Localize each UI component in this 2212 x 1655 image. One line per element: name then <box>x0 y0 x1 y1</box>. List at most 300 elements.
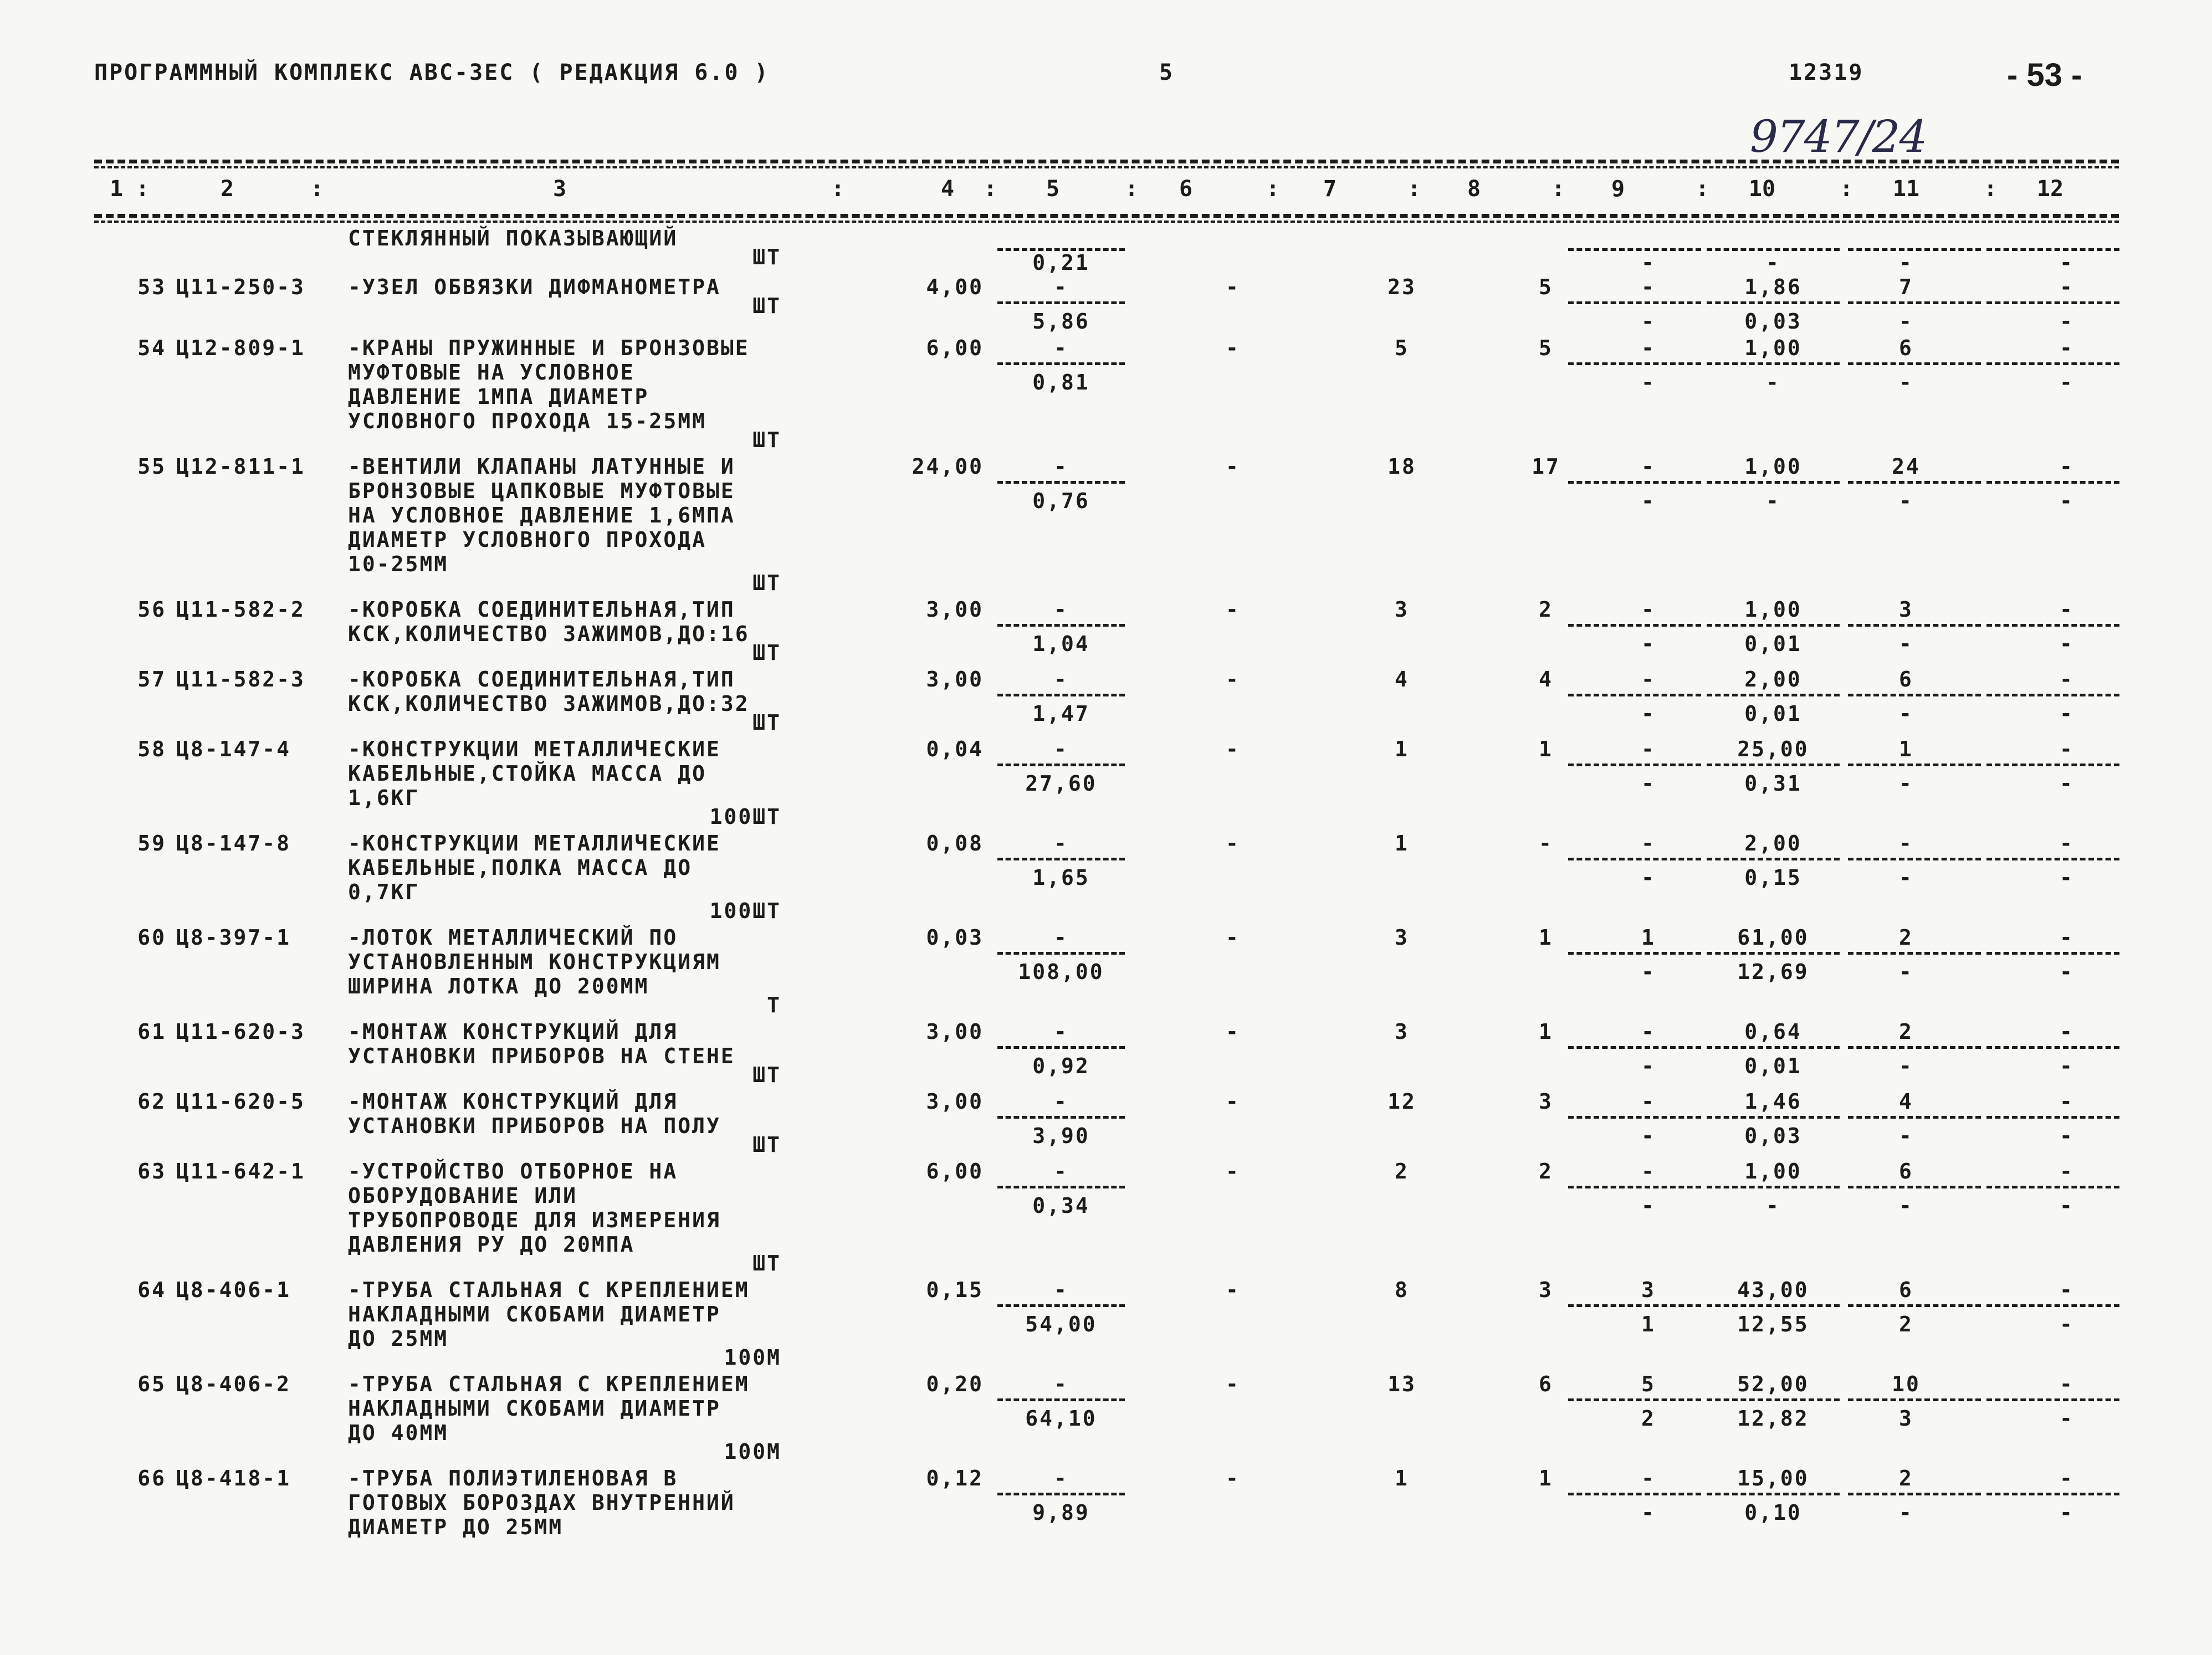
cell-c9-primary: - <box>1641 667 1656 691</box>
cell-c11-primary: 7 <box>1899 275 1913 299</box>
cell-c10-secondary: 12,69 <box>1737 960 1809 984</box>
unit-label: 100М <box>724 1345 781 1370</box>
cell-c11-secondary: - <box>1899 370 1913 394</box>
cell-c10-primary: 1,00 <box>1744 454 1802 479</box>
cell-c10-primary: 1,86 <box>1744 275 1802 299</box>
item-description: НА УСЛОВНОЕ ДАВЛЕНИЕ 1,6МПА <box>348 503 735 527</box>
cell-c5-primary: - <box>1054 1466 1068 1490</box>
cell-divider <box>1568 362 1701 365</box>
cell-c9-secondary: - <box>1641 632 1656 656</box>
cell-c9-secondary: - <box>1641 489 1656 513</box>
cell-c9-secondary: - <box>1641 771 1656 796</box>
cell-c9-secondary: 1 <box>1641 1312 1656 1336</box>
cell-c5-primary: - <box>1054 1089 1068 1114</box>
cell-divider <box>1848 1186 1981 1188</box>
price-code: Ц11-620-5 <box>176 1089 305 1114</box>
column-separator: : <box>1407 176 1421 202</box>
item-description: КСК,КОЛИЧЕСТВО ЗАЖИМОВ,ДО:32 <box>348 691 750 716</box>
unit-label: ШТ <box>752 428 781 452</box>
cell-c6: - <box>1226 1089 1240 1114</box>
cell-c12-secondary: - <box>2060 309 2074 334</box>
item-description: ТРУБОПРОВОДЕ ДЛЯ ИЗМЕРЕНИЯ <box>348 1208 721 1232</box>
cell-c10-primary: 43,00 <box>1737 1278 1809 1302</box>
cell-c11-secondary: - <box>1899 865 1913 890</box>
cell-divider <box>1707 301 1840 304</box>
column-separator: : <box>1696 176 1709 202</box>
item-description: БРОНЗОВЫЕ ЦАПКОВЫЕ МУФТОВЫЕ <box>348 479 735 503</box>
cell-c12-secondary: - <box>2060 701 2074 726</box>
cell-divider <box>997 1398 1125 1401</box>
row-number: 57 <box>137 667 166 691</box>
cell-divider <box>1568 764 1701 766</box>
cell-c9-primary: 3 <box>1641 1278 1656 1302</box>
item-description: ДАВЛЕНИЕ 1МПА ДИАМЕТР <box>348 385 649 409</box>
cell-c12-primary: - <box>2060 454 2074 479</box>
item-description: ДО 25ММ <box>348 1326 449 1351</box>
cell-divider <box>1986 362 2119 365</box>
column-separator: : <box>1552 176 1565 202</box>
cell-divider <box>1568 1046 1701 1049</box>
item-description: -ТРУБА ПОЛИЭТИЛЕНОВАЯ В <box>348 1466 678 1490</box>
unit-label: ШТ <box>752 1063 781 1087</box>
cell-c11-primary: 1 <box>1899 737 1913 761</box>
item-description: -МОНТАЖ КОНСТРУКЦИЙ ДЛЯ <box>348 1019 678 1044</box>
cell-c11-primary: 3 <box>1899 597 1913 622</box>
cell-c5-primary: - <box>1054 925 1068 950</box>
cell-divider <box>1568 1304 1701 1307</box>
cell-c5-secondary: 0,92 <box>1032 1054 1090 1078</box>
cell-c7: 23 <box>1387 275 1416 299</box>
cell-c9-primary: - <box>1641 1089 1656 1114</box>
cell-c7: 3 <box>1395 925 1409 950</box>
cell-c12-primary: - <box>2060 667 2074 691</box>
cell-c11-primary: 6 <box>1899 1278 1913 1302</box>
cell-c10-secondary: 0,15 <box>1744 865 1802 890</box>
price-code: Ц11-582-2 <box>176 597 305 622</box>
row-number: 64 <box>137 1278 166 1302</box>
cell-c9-secondary: - <box>1641 1193 1656 1218</box>
cell-quantity: 6,00 <box>926 336 984 360</box>
item-description: УСТАНОВКИ ПРИБОРОВ НА СТЕНЕ <box>348 1044 735 1068</box>
cell-c6: - <box>1226 336 1240 360</box>
cell-c7: 8 <box>1395 1278 1409 1302</box>
item-description: ШИРИНА ЛОТКА ДО 200ММ <box>348 974 649 998</box>
cell-quantity: 0,20 <box>926 1372 984 1396</box>
price-code: Ц11-250-3 <box>176 275 305 299</box>
column-number: 12 <box>2036 176 2064 202</box>
item-description: ДИАМЕТР ДО 25ММ <box>348 1515 564 1539</box>
document-code: 12319 <box>1789 60 1864 85</box>
cell-c11-secondary: 2 <box>1899 1312 1913 1336</box>
cell-divider <box>1986 858 2119 860</box>
cell-divider <box>1986 1116 2119 1119</box>
item-description: -ТРУБА СТАЛЬНАЯ С КРЕПЛЕНИЕМ <box>348 1278 750 1302</box>
item-description: СТЕКЛЯННЫЙ ПОКАЗЫВАЮЩИЙ <box>348 226 678 250</box>
unit-label: ШТ <box>752 245 781 269</box>
cell-c11-primary: 6 <box>1899 667 1913 691</box>
item-description: 0,7КГ <box>348 880 420 904</box>
cell-c10-primary: 25,00 <box>1737 737 1809 761</box>
item-description: -ЛОТОК МЕТАЛЛИЧЕСКИЙ ПО <box>348 925 678 950</box>
cell-c6: - <box>1226 1278 1240 1302</box>
cell-c9-primary: - <box>1641 336 1656 360</box>
column-number: 4 <box>940 176 955 202</box>
cell-c5-secondary: 0,34 <box>1032 1193 1090 1218</box>
cell-c10-secondary: - <box>1766 489 1780 513</box>
cell-c8: 1 <box>1539 1466 1553 1490</box>
cell-c12-primary: - <box>2060 1089 2074 1114</box>
cell-c12-secondary: - <box>2060 632 2074 656</box>
unit-label: Т <box>767 993 781 1017</box>
unit-label: ШТ <box>752 710 781 735</box>
price-code: Ц12-811-1 <box>176 454 305 479</box>
cell-c6: - <box>1226 275 1240 299</box>
cell-c9-secondary: 2 <box>1641 1406 1656 1431</box>
cell-c5-secondary: 27,60 <box>1025 771 1097 796</box>
cell-c10-primary: 1,46 <box>1744 1089 1802 1114</box>
cell-c10-secondary: 12,55 <box>1737 1312 1809 1336</box>
cell-c12-secondary: - <box>2060 370 2074 394</box>
cell-c7: 12 <box>1387 1089 1416 1114</box>
column-separator: : <box>310 176 324 202</box>
cell-c5-secondary: 5,86 <box>1032 309 1090 334</box>
cell-c10-secondary: 0,01 <box>1744 1054 1802 1078</box>
cell-quantity: 0,03 <box>926 925 984 950</box>
cell-c11-secondary: - <box>1899 1500 1913 1525</box>
cell-c5-secondary: 3,90 <box>1032 1124 1090 1148</box>
cell-divider <box>1848 301 1981 304</box>
cell-divider <box>997 1186 1125 1188</box>
price-code: Ц12-809-1 <box>176 336 305 360</box>
cell-quantity: 24,00 <box>912 454 984 479</box>
cell-c5-primary: - <box>1054 1372 1068 1396</box>
cell-c11-secondary: 3 <box>1899 1406 1913 1431</box>
cell-divider <box>997 362 1125 365</box>
cell-c9-primary: - <box>1641 275 1656 299</box>
cell-c11-primary: 6 <box>1899 1159 1913 1183</box>
cell-c10-primary: 2,00 <box>1744 831 1802 855</box>
price-code: Ц11-582-3 <box>176 667 305 691</box>
cell-divider <box>1707 764 1840 766</box>
cell-c10-secondary: 0,03 <box>1744 1124 1802 1148</box>
price-code: Ц11-620-3 <box>176 1019 305 1044</box>
item-description: МУФТОВЫЕ НА УСЛОВНОЕ <box>348 360 635 385</box>
cell-c12-secondary: - <box>2060 1406 2074 1431</box>
cell-c9-secondary: - <box>1641 701 1656 726</box>
cell-divider <box>1568 624 1701 627</box>
cell-divider <box>1848 624 1981 627</box>
cell-quantity: 0,15 <box>926 1278 984 1302</box>
unit-label: 100ШТ <box>709 899 781 923</box>
cell-c6: - <box>1226 925 1240 950</box>
cell-c9-secondary: - <box>1641 1500 1656 1525</box>
cell-c11-secondary: - <box>1899 960 1913 984</box>
section-number: 5 <box>1159 60 1175 85</box>
cell-c12-primary: - <box>2060 275 2074 299</box>
cell-divider <box>997 481 1125 484</box>
item-description: -КОРОБКА СОЕДИНИТЕЛЬНАЯ,ТИП <box>348 597 735 622</box>
row-number: 63 <box>137 1159 166 1183</box>
cell-c8: 1 <box>1539 1019 1553 1044</box>
cell-c10-secondary: - <box>1766 1193 1780 1218</box>
column-separator: : <box>831 176 845 202</box>
item-description: -КОНСТРУКЦИИ МЕТАЛЛИЧЕСКИЕ <box>348 737 721 761</box>
column-number: 2 <box>220 176 234 202</box>
column-number: 1 <box>109 176 124 202</box>
cell-c12-primary: - <box>2060 737 2074 761</box>
header-bottom-rule-inner <box>94 221 2119 223</box>
item-description: НАКЛАДНЫМИ СКОБАМИ ДИАМЕТР <box>348 1302 721 1326</box>
cell-divider <box>1848 1304 1981 1307</box>
price-code: Ц8-406-2 <box>176 1372 291 1396</box>
cell-c12-secondary: - <box>2060 1054 2074 1078</box>
unit-label: ШТ <box>752 1133 781 1157</box>
cell-divider <box>1848 952 1981 955</box>
item-description: 1,6КГ <box>348 786 420 810</box>
cell-c9-secondary: - <box>1641 370 1656 394</box>
item-description: -КРАНЫ ПРУЖИННЫЕ И БРОНЗОВЫЕ <box>348 336 750 360</box>
cell-c5-secondary: 1,47 <box>1032 701 1090 726</box>
cell-c7: 5 <box>1395 336 1409 360</box>
cell-c5-primary: - <box>1054 275 1068 299</box>
cell-divider <box>1986 1046 2119 1049</box>
item-description: ГОТОВЫХ БОРОЗДАХ ВНУТРЕННИЙ <box>348 1490 735 1515</box>
cell-c5-primary: - <box>1054 667 1068 691</box>
column-number: 3 <box>552 176 567 202</box>
column-number: 11 <box>1892 176 1920 202</box>
cell-divider <box>1707 1398 1840 1401</box>
cell-c9-primary: 5 <box>1641 1372 1656 1396</box>
cell-divider <box>1986 764 2119 766</box>
cell-c11-secondary: - <box>1899 1124 1913 1148</box>
cell-divider <box>997 1046 1125 1049</box>
cell-divider <box>1707 952 1840 955</box>
cell-divider <box>1568 1186 1701 1188</box>
cell-divider <box>1707 1493 1840 1495</box>
cell-divider <box>1707 362 1840 365</box>
cell-divider <box>1986 1304 2119 1307</box>
cell-c10-secondary: 0,31 <box>1744 771 1802 796</box>
cell-c8: 5 <box>1539 275 1553 299</box>
unit-label: ШТ <box>752 571 781 595</box>
cell-c10-primary: 1,00 <box>1744 597 1802 622</box>
cell-divider <box>1568 301 1701 304</box>
cell-c11-primary: 2 <box>1899 925 1913 950</box>
cell-c8: 5 <box>1539 336 1553 360</box>
cell-c11-secondary: - <box>1899 771 1913 796</box>
cell-divider <box>1848 1116 1981 1119</box>
cell-c11-primary: 6 <box>1899 336 1913 360</box>
price-code: Ц8-147-8 <box>176 831 291 855</box>
row-number: 60 <box>137 925 166 950</box>
cell-c12-primary: - <box>2060 1019 2074 1044</box>
cell-c8: 2 <box>1539 1159 1553 1183</box>
cell-divider <box>997 952 1125 955</box>
cell-c11-primary: 4 <box>1899 1089 1913 1114</box>
row-number: 53 <box>137 275 166 299</box>
item-description: УСЛОВНОГО ПРОХОДА 15-25ММ <box>348 409 706 433</box>
cell-quantity: 3,00 <box>926 1019 984 1044</box>
cell-c5-secondary: 0,76 <box>1032 489 1090 513</box>
cell-c10-primary: 15,00 <box>1737 1466 1809 1490</box>
row-number: 55 <box>137 454 166 479</box>
cell-c9-secondary: - <box>1641 960 1656 984</box>
cell-quantity: 0,12 <box>926 1466 984 1490</box>
cell-c10-primary: 1,00 <box>1744 336 1802 360</box>
cell-c8: 3 <box>1539 1089 1553 1114</box>
cell-divider <box>997 1304 1125 1307</box>
cell-c11-primary: 2 <box>1899 1019 1913 1044</box>
cell-divider <box>1707 694 1840 696</box>
cell-c8: 1 <box>1539 925 1553 950</box>
cell-divider <box>1568 952 1701 955</box>
row-number: 62 <box>137 1089 166 1114</box>
unit-label: ШТ <box>752 641 781 665</box>
cell-divider <box>1986 301 2119 304</box>
cell-c10-secondary: 0,01 <box>1744 701 1802 726</box>
cell-quantity: 3,00 <box>926 667 984 691</box>
cell-c5-secondary: 1,04 <box>1032 632 1090 656</box>
cell-c5-secondary: 9,89 <box>1032 1500 1090 1525</box>
cell-c9-primary: - <box>1641 737 1656 761</box>
cell-c10-secondary: 0,10 <box>1744 1500 1802 1525</box>
cell-c8: 3 <box>1539 1278 1553 1302</box>
cell-divider <box>1986 624 2119 627</box>
cell-divider <box>1568 1493 1701 1495</box>
cell-divider <box>1568 858 1701 860</box>
column-number: 9 <box>1611 176 1625 202</box>
cell-divider <box>1707 624 1840 627</box>
cell-divider <box>1986 694 2119 696</box>
cell-c11-primary: 24 <box>1892 454 1921 479</box>
price-code: Ц11-642-1 <box>176 1159 305 1183</box>
column-number: 6 <box>1179 176 1193 202</box>
cell-c7: 13 <box>1387 1372 1416 1396</box>
cell-c6: - <box>1226 1159 1240 1183</box>
cell-c9-secondary: - <box>1641 1124 1656 1148</box>
cell-divider <box>1986 1186 2119 1188</box>
cell-c6: - <box>1226 454 1240 479</box>
cell-c9-secondary: - <box>1641 309 1656 334</box>
cell-c12-primary: - <box>2060 1278 2074 1302</box>
cell-quantity: 3,00 <box>926 1089 984 1114</box>
cell-c8: 4 <box>1539 667 1553 691</box>
item-description: НАКЛАДНЫМИ СКОБАМИ ДИАМЕТР <box>348 1396 721 1421</box>
cell-c5-primary: - <box>1054 831 1068 855</box>
cell-c5-secondary: 1,65 <box>1032 865 1090 890</box>
item-description: -УЗЕЛ ОБВЯЗКИ ДИФМАНОМЕТРА <box>348 275 721 299</box>
cell-c12-primary: - <box>2060 1466 2074 1490</box>
cell-divider <box>1568 1398 1701 1401</box>
cell-c5-secondary: 0,81 <box>1032 370 1090 394</box>
cell-divider <box>1848 858 1981 860</box>
cell-c11-primary: 2 <box>1899 1466 1913 1490</box>
item-description: ОБОРУДОВАНИЕ ИЛИ <box>348 1183 578 1208</box>
cell-divider <box>1986 1493 2119 1495</box>
row-number: 58 <box>137 737 166 761</box>
row-number: 59 <box>137 831 166 855</box>
item-description: -КОРОБКА СОЕДИНИТЕЛЬНАЯ,ТИП <box>348 667 735 691</box>
cell-c7: 1 <box>1395 737 1409 761</box>
cell-c5-secondary: 54,00 <box>1025 1312 1097 1336</box>
cell-c9-primary: - <box>1641 1466 1656 1490</box>
cell-quantity: 0,04 <box>926 737 984 761</box>
handwritten-annotation: 9747/24 <box>1750 111 1927 162</box>
cell-divider <box>1986 481 2119 484</box>
cell-c12-primary: - <box>2060 597 2074 622</box>
cell-c10-secondary: - <box>1766 250 1780 275</box>
cell-c9-primary: - <box>1641 831 1656 855</box>
table-top-rule-inner <box>94 166 2119 168</box>
item-description: -ВЕНТИЛИ КЛАПАНЫ ЛАТУННЫЕ И <box>348 454 735 479</box>
cell-c7: 1 <box>1395 831 1409 855</box>
cell-c12-secondary: - <box>2060 1500 2074 1525</box>
cell-c9-primary: - <box>1641 1159 1656 1183</box>
price-code: Ц8-406-1 <box>176 1278 291 1302</box>
cell-c10-primary: 61,00 <box>1737 925 1809 950</box>
cell-divider <box>997 764 1125 766</box>
item-description: ДАВЛЕНИЯ РУ ДО 20МПА <box>348 1232 635 1257</box>
cell-c8: 1 <box>1539 737 1553 761</box>
column-number: 5 <box>1046 176 1060 202</box>
cell-c5-primary: - <box>1054 336 1068 360</box>
cell-c11-secondary: - <box>1899 1193 1913 1218</box>
column-number: 10 <box>1748 176 1776 202</box>
cell-c11-secondary: - <box>1899 1054 1913 1078</box>
item-description: ДО 40ММ <box>348 1421 449 1445</box>
row-number: 66 <box>137 1466 166 1490</box>
cell-divider <box>1848 1493 1981 1495</box>
cell-divider <box>1848 764 1981 766</box>
cell-c8: - <box>1539 831 1553 855</box>
price-code: Ц8-397-1 <box>176 925 291 950</box>
cell-c10-primary: 2,00 <box>1744 667 1802 691</box>
cell-divider <box>1707 481 1840 484</box>
page-number: - 53 - <box>2007 57 2082 93</box>
row-number: 65 <box>137 1372 166 1396</box>
column-separator: : <box>1266 176 1280 202</box>
document-title: ПРОГРАММНЫЙ КОМПЛЕКС АВС-3ЕС ( РЕДАКЦИЯ 6.0 ) <box>94 60 770 85</box>
cell-divider <box>1707 1116 1840 1119</box>
cell-quantity: 0,08 <box>926 831 984 855</box>
cell-c12-secondary: - <box>2060 250 2074 275</box>
cell-c9-secondary: - <box>1641 865 1656 890</box>
cell-c6: - <box>1226 737 1240 761</box>
cell-c11-secondary: - <box>1899 701 1913 726</box>
cell-c11-primary: - <box>1899 831 1913 855</box>
cell-c12-secondary: - <box>2060 1312 2074 1336</box>
cell-divider <box>1848 1046 1981 1049</box>
cell-quantity: 6,00 <box>926 1159 984 1183</box>
cell-c10-secondary: 12,82 <box>1737 1406 1809 1431</box>
cell-c12-primary: - <box>2060 1159 2074 1183</box>
cell-divider <box>1986 1398 2119 1401</box>
cell-c5-primary: - <box>1054 1159 1068 1183</box>
cell-c9-primary: 1 <box>1641 925 1656 950</box>
cell-c10-primary: 0,64 <box>1744 1019 1802 1044</box>
item-description: -ТРУБА СТАЛЬНАЯ С КРЕПЛЕНИЕМ <box>348 1372 750 1396</box>
cell-divider <box>1568 1116 1701 1119</box>
cell-c9-primary: - <box>1641 1019 1656 1044</box>
column-separator: : <box>1125 176 1139 202</box>
cell-c7: 3 <box>1395 597 1409 622</box>
cell-c12-secondary: - <box>2060 771 2074 796</box>
item-description: -МОНТАЖ КОНСТРУКЦИЙ ДЛЯ <box>348 1089 678 1114</box>
cell-c12-secondary: - <box>2060 1124 2074 1148</box>
cell-c12-secondary: - <box>2060 865 2074 890</box>
item-description: КАБЕЛЬНЫЕ,ПОЛКА МАССА ДО <box>348 855 693 880</box>
cell-divider <box>1986 952 2119 955</box>
